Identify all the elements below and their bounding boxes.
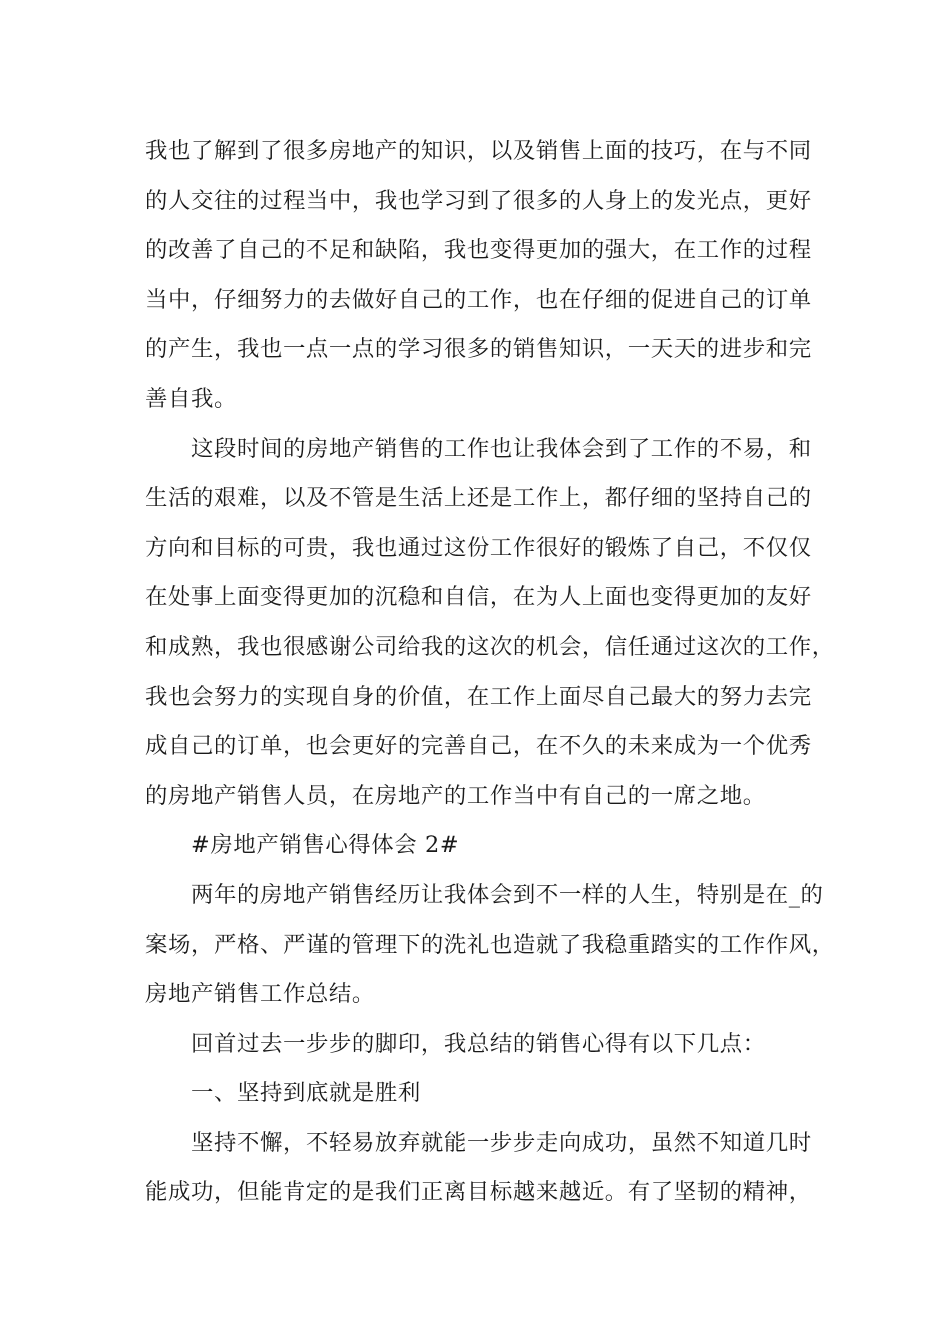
text-line: 能成功，但能肯定的是我们正离目标越来越近。有了坚韧的精神， — [145, 1179, 812, 1206]
text-line: 成自己的订单，也会更好的完善自己，在不久的未来成为一个优秀 — [145, 733, 812, 760]
text-line: 的产生，我也一点一点的学习很多的销售知识，一天天的进步和完 — [145, 336, 812, 363]
text-line: 我也了解到了很多房地产的知识，以及销售上面的技巧，在与不同 — [145, 138, 812, 164]
paragraph-start-line: 两年的房地产销售经历让我体会到不一样的人生，特别是在_的 — [191, 881, 824, 908]
text-line: 房地产销售工作总结。 — [145, 981, 375, 1008]
text-line: 的房地产销售人员，在房地产的工作当中有自己的一席之地。 — [145, 782, 766, 809]
text-line: 当中，仔细努力的去做好自己的工作，也在仔细的促进自己的订单 — [145, 286, 812, 313]
section-heading: #房地产销售心得体会 2# — [191, 832, 460, 859]
text-line: 的改善了自己的不足和缺陷，我也变得更加的强大，在工作的过程 — [145, 237, 812, 264]
text-line: 生活的艰难，以及不管是生活上还是工作上，都仔细的坚持自己的 — [145, 485, 812, 512]
text-line: 方向和目标的可贵，我也通过这份工作很好的锻炼了自己，不仅仅 — [145, 534, 812, 561]
paragraph-start-line: 坚持不懈，不轻易放弃就能一步步走向成功，虽然不知道几时 — [191, 1129, 812, 1156]
text-line: 的人交往的过程当中，我也学习到了很多的人身上的发光点，更好 — [145, 187, 812, 214]
paragraph-start-line: 回首过去一步步的脚印，我总结的销售心得有以下几点： — [191, 1030, 766, 1057]
text-line: 善自我。 — [145, 385, 237, 412]
text-line: 和成熟，我也很感谢公司给我的这次的机会，信任通过这次的工作， — [145, 633, 835, 660]
text-line: 案场，严格、严谨的管理下的洗礼也造就了我稳重踏实的工作作风， — [145, 931, 835, 958]
text-line: 在处事上面变得更加的沉稳和自信，在为人上面也变得更加的友好 — [145, 584, 812, 611]
subsection-heading: 一、坚持到底就是胜利 — [191, 1080, 421, 1107]
text-line: 我也会努力的实现自身的价值，在工作上面尽自己最大的努力去完 — [145, 683, 812, 710]
document-body — [145, 127, 835, 1218]
paragraph-start-line: 这段时间的房地产销售的工作也让我体会到了工作的不易，和 — [191, 435, 812, 462]
